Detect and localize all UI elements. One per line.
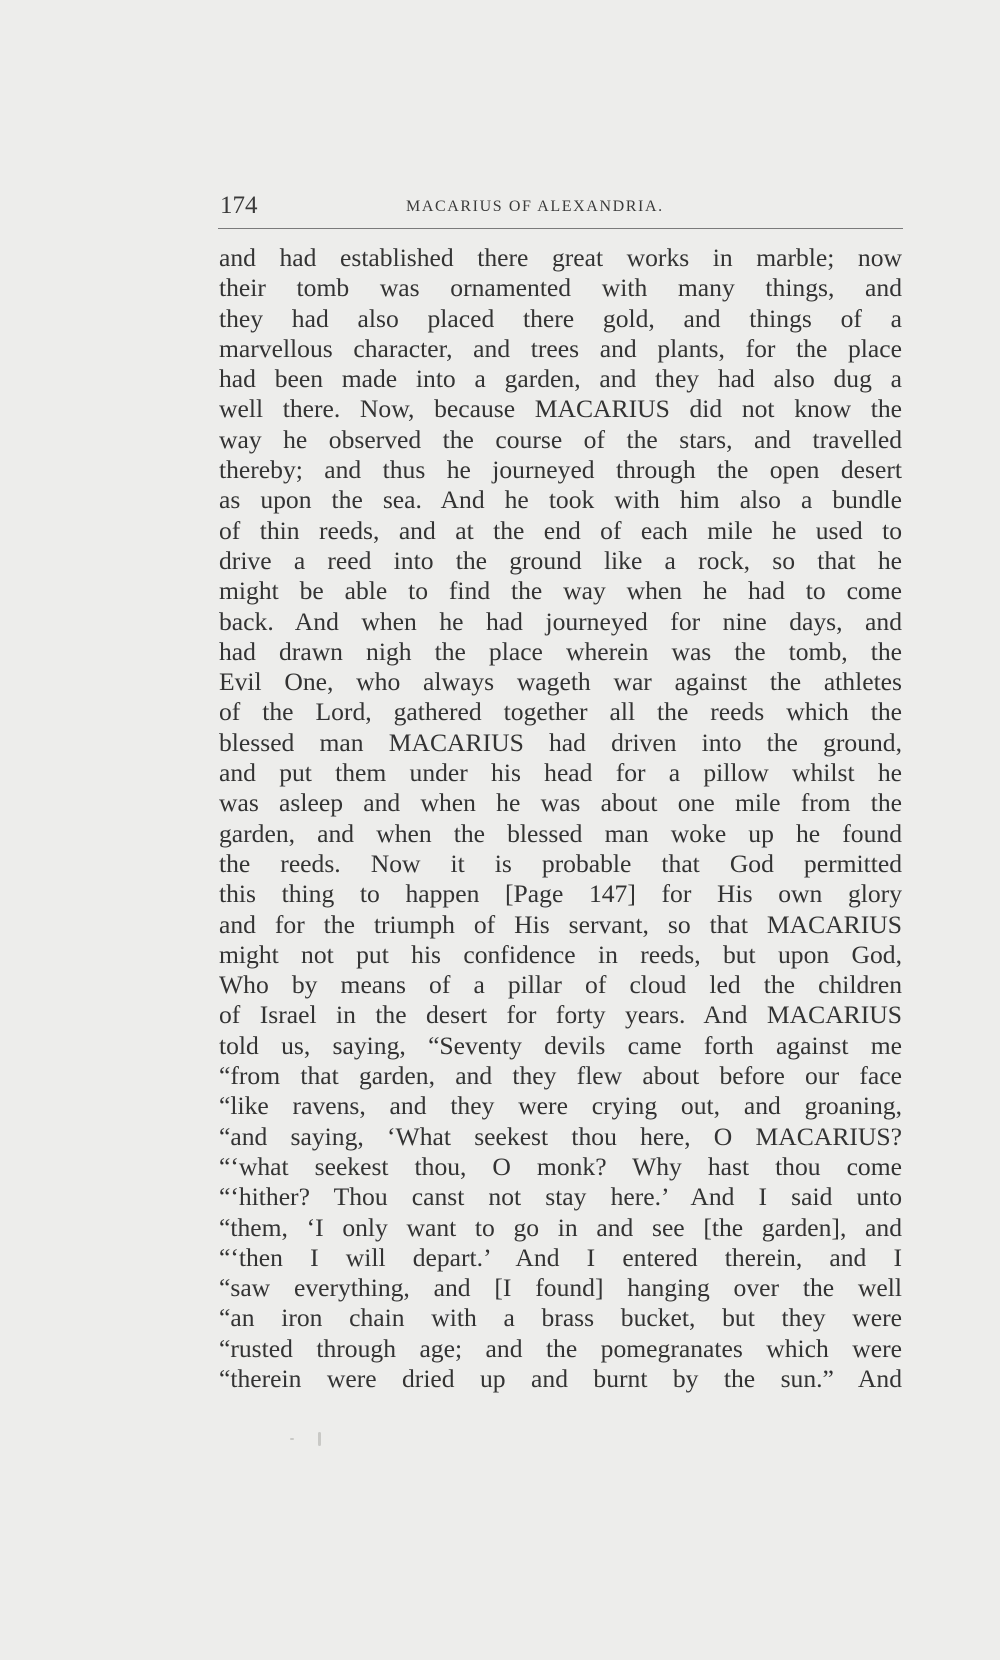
text-line: garden, and when the blessed man woke up he found [219,818,902,848]
text-line: well there. Now, because MACARIUS did not know the [219,394,902,424]
text-line: as upon the sea. And he took with him also a bundle [219,485,902,515]
text-line: marvellous character, and trees and plants, for the place [219,333,902,363]
text-line: way he observed the course of the stars, and travelled [219,424,902,454]
text-line: had drawn nigh the place wherein was the tomb, the [219,636,902,666]
text-line: Evil One, who always wageth war against the athletes [219,667,902,697]
text-line: “and saying, ‘What seekest thou here, O MACARIUS? [219,1121,902,1151]
text-line: “‘then I will depart.’ And I entered therein, and I [219,1242,902,1272]
text-line: of the Lord, gathered together all the reeds which the [219,697,902,727]
paper-speck [290,1438,294,1440]
text-line: might not put his confidence in reeds, but upon God, [219,939,902,969]
header-rule [218,228,903,229]
text-line: “like ravens, and they were crying out, and groaning, [219,1091,902,1121]
text-line: and put them under his head for a pillow whilst he [219,758,902,788]
text-line: drive a reed into the ground like a rock, so that he [219,545,902,575]
body-text [219,243,902,1394]
paper-speck [318,1432,321,1446]
text-line: “saw everything, and [I found] hanging over the well [219,1273,902,1303]
running-head: MACARIUS OF ALEXANDRIA. [406,198,664,215]
text-line: and had established there great works in marble; now [219,243,902,272]
text-line: they had also placed there gold, and things of a [219,303,902,333]
text-line: told us, saying, “Seventy devils came forth against me [219,1030,902,1060]
text-line: Who by means of a pillar of cloud led the children [219,970,902,1000]
text-line: “from that garden, and they flew about before our face [219,1061,902,1091]
text-line: back. And when he had journeyed for nine days, and [219,606,902,636]
text-line: had been made into a garden, and they had also dug a [219,364,902,394]
text-line: was asleep and when he was about one mile from the [219,788,902,818]
text-line: their tomb was ornamented with many things, and [219,273,902,303]
text-line: and for the triumph of His servant, so that MACARIUS [219,909,902,939]
text-line: this thing to happen [Page 147] for His own glory [219,879,902,909]
text-line: thereby; and thus he journeyed through the open desert [219,455,902,485]
text-line: “rusted through age; and the pomegranates which were [219,1333,902,1363]
page-number: 174 [220,192,258,219]
text-line: “therein were dried up and burnt by the sun.” And [219,1363,902,1393]
text-line: “‘hither? Thou canst not stay here.’ And I said unto [219,1182,902,1212]
text-line: “an iron chain with a brass bucket, but they were [219,1303,902,1333]
text-line: “them, ‘I only want to go in and see [the garden], and [219,1212,902,1242]
page-header [220,192,903,222]
text-line: of Israel in the desert for forty years. And MACARIUS [219,1000,902,1030]
text-line: of thin reeds, and at the end of each mile he used to [219,515,902,545]
text-line: blessed man MACARIUS had driven into the ground, [219,727,902,757]
text-line: might be able to find the way when he had to come [219,576,902,606]
text-line: “‘what seekest thou, O monk? Why hast thou come [219,1151,902,1181]
text-line: the reeds. Now it is probable that God permitted [219,848,902,878]
